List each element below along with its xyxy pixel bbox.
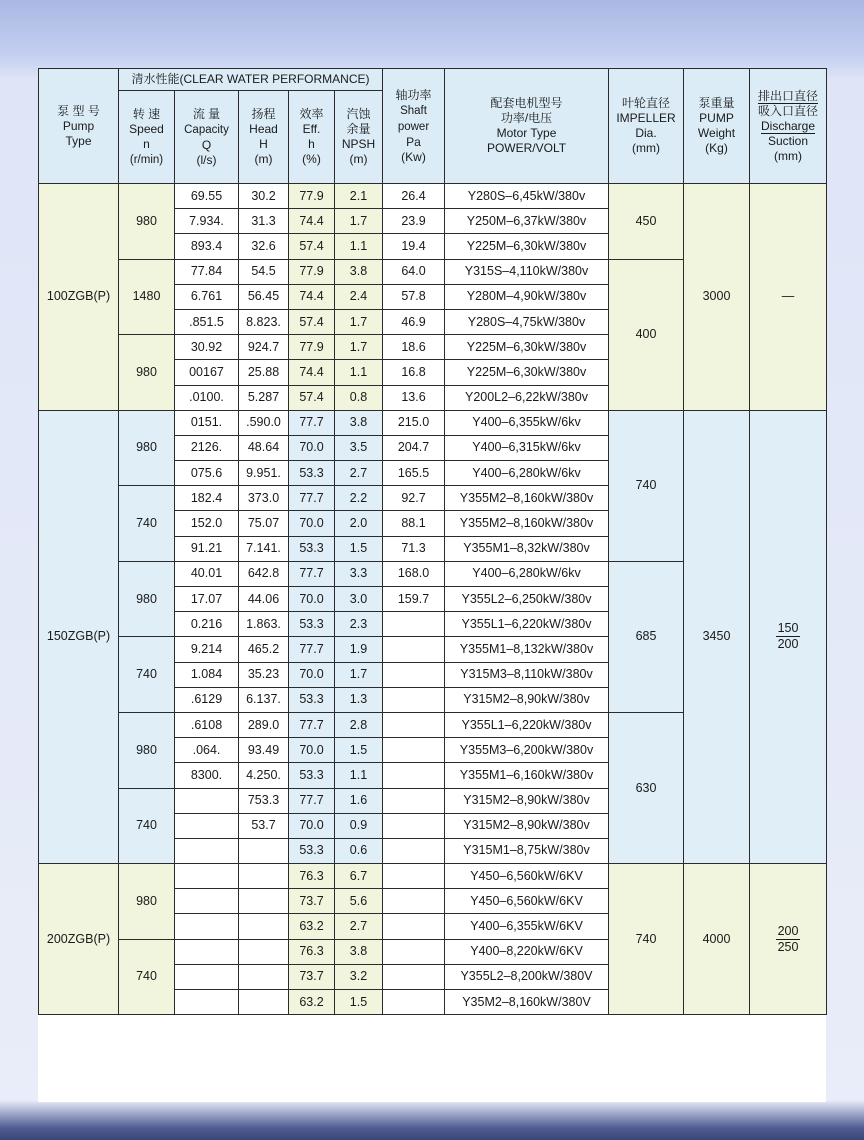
motor-type-cell: Y400–6,355kW/6KV — [445, 914, 609, 939]
capacity-cell: .6108 — [175, 712, 239, 737]
impeller-dia-cell: 740 — [609, 864, 684, 1015]
shaft-power-cell: 18.6 — [383, 335, 445, 360]
header-head-cn: 扬程 — [251, 107, 276, 121]
motor-type-cell: Y315M2–8,90kW/380v — [445, 813, 609, 838]
efficiency-cell: 70.0 — [289, 435, 335, 460]
header-capacity — [175, 91, 239, 184]
shaft-power-cell — [383, 914, 445, 939]
discharge-dia: 150 — [777, 621, 799, 636]
capacity-cell — [175, 990, 239, 1015]
shaft-power-cell — [383, 637, 445, 662]
speed-cell: 980 — [119, 184, 175, 260]
header-cap-sym: Q — [201, 137, 212, 152]
impeller-dia-cell: 450 — [609, 184, 684, 260]
header-imp-cn: 叶轮直径 — [621, 96, 670, 110]
shaft-power-cell — [383, 662, 445, 687]
shaft-power-cell: 26.4 — [383, 184, 445, 209]
speed-cell: 980 — [119, 864, 175, 940]
impeller-dia-cell: 685 — [609, 561, 684, 712]
motor-type-cell: Y400–6,280kW/6kv — [445, 561, 609, 586]
motor-type-cell: Y355L1–6,220kW/380v — [445, 712, 609, 737]
efficiency-cell: 77.7 — [289, 561, 335, 586]
header-dis-cn2: 吸入口直径 — [757, 103, 818, 118]
head-cell: 642.8 — [239, 561, 289, 586]
head-cell: 753.3 — [239, 788, 289, 813]
npsh-cell: 1.7 — [335, 335, 383, 360]
capacity-cell: 8300. — [175, 763, 239, 788]
outlet-dia-cell — [750, 410, 827, 863]
motor-type-cell: Y355M1–6,160kW/380v — [445, 763, 609, 788]
capacity-cell — [175, 838, 239, 863]
efficiency-cell: 76.3 — [289, 864, 335, 889]
efficiency-cell: 70.0 — [289, 511, 335, 536]
header-shaft-cn: 轴功率 — [395, 87, 432, 102]
capacity-cell: 9.214 — [175, 637, 239, 662]
efficiency-cell: 70.0 — [289, 662, 335, 687]
table-row — [39, 184, 827, 209]
table-body — [39, 184, 827, 1015]
npsh-cell: 0.9 — [335, 813, 383, 838]
header-speed-sym: n — [143, 136, 150, 151]
npsh-cell: 6.7 — [335, 864, 383, 889]
head-cell — [239, 914, 289, 939]
header-impeller — [609, 69, 684, 184]
head-cell: 25.88 — [239, 360, 289, 385]
header-npsh-cn1: 汽蚀 — [346, 107, 371, 121]
header-dis-unit: (mm) — [774, 148, 802, 163]
header-clear-water — [119, 69, 383, 91]
header-wt-cn: 泵重量 — [698, 96, 735, 110]
head-cell: 31.3 — [239, 209, 289, 234]
shaft-power-cell — [383, 738, 445, 763]
efficiency-cell: 77.7 — [289, 712, 335, 737]
capacity-cell: 2126. — [175, 435, 239, 460]
pump-performance-table — [38, 68, 827, 1015]
efficiency-cell: 74.4 — [289, 284, 335, 309]
speed-cell: 740 — [119, 939, 175, 1015]
motor-type-cell: Y355M2–8,160kW/380v — [445, 486, 609, 511]
npsh-cell: 2.3 — [335, 612, 383, 637]
pump-model-cell: 200ZGB(P) — [39, 864, 119, 1015]
head-cell: 32.6 — [239, 234, 289, 259]
npsh-cell: 3.5 — [335, 435, 383, 460]
head-cell: 93.49 — [239, 738, 289, 763]
shaft-power-cell — [383, 687, 445, 712]
npsh-cell: 3.8 — [335, 939, 383, 964]
shaft-power-cell: 165.5 — [383, 461, 445, 486]
npsh-cell: 0.6 — [335, 838, 383, 863]
shaft-power-cell — [383, 712, 445, 737]
npsh-cell: 3.8 — [335, 259, 383, 284]
shaft-power-cell: 64.0 — [383, 259, 445, 284]
shaft-power-cell — [383, 612, 445, 637]
header-head — [239, 91, 289, 184]
efficiency-cell: 53.3 — [289, 536, 335, 561]
head-cell: 30.2 — [239, 184, 289, 209]
motor-type-cell: Y450–6,560kW/6KV — [445, 864, 609, 889]
header-pump-type-en1: Pump — [62, 118, 95, 133]
npsh-cell: 1.7 — [335, 662, 383, 687]
shaft-power-cell: 215.0 — [383, 410, 445, 435]
motor-type-cell: Y35M2–8,160kW/380V — [445, 990, 609, 1015]
head-cell: 5.287 — [239, 385, 289, 410]
shaft-power-cell — [383, 864, 445, 889]
capacity-cell — [175, 889, 239, 914]
capacity-cell: .851.5 — [175, 309, 239, 334]
capacity-cell: .064. — [175, 738, 239, 763]
npsh-cell: 3.8 — [335, 410, 383, 435]
header-weight — [684, 69, 750, 184]
header-npsh-cn2: 余量 — [346, 122, 371, 136]
shaft-power-cell — [383, 838, 445, 863]
header-speed-unit: (r/min) — [129, 153, 164, 166]
speed-cell: 1480 — [119, 259, 175, 335]
efficiency-cell: 63.2 — [289, 914, 335, 939]
header-imp-en2: Dia. — [635, 126, 657, 140]
header-npsh — [335, 91, 383, 184]
speed-cell: 980 — [119, 410, 175, 486]
npsh-cell: 2.2 — [335, 486, 383, 511]
efficiency-cell: 63.2 — [289, 990, 335, 1015]
head-cell — [239, 838, 289, 863]
motor-type-cell: Y315M2–8,90kW/380v — [445, 788, 609, 813]
efficiency-cell: 77.9 — [289, 184, 335, 209]
capacity-cell: 6.761 — [175, 284, 239, 309]
efficiency-cell: 53.3 — [289, 838, 335, 863]
head-cell — [239, 939, 289, 964]
motor-type-cell: Y400–6,280kW/6kv — [445, 461, 609, 486]
capacity-cell: 40.01 — [175, 561, 239, 586]
header-cap-cn: 流 量 — [192, 106, 221, 121]
head-cell: 75.07 — [239, 511, 289, 536]
pump-weight-cell: 3450 — [684, 410, 750, 863]
speed-cell: 740 — [119, 486, 175, 562]
head-cell — [239, 990, 289, 1015]
header-wt-unit: (Kg) — [705, 141, 728, 155]
header-head-unit: (m) — [254, 152, 273, 166]
header-motor-en1: Motor Type — [496, 126, 557, 140]
head-cell: 53.7 — [239, 813, 289, 838]
speed-cell: 740 — [119, 788, 175, 864]
head-cell: 56.45 — [239, 284, 289, 309]
header-motor — [445, 69, 609, 184]
npsh-cell: 2.7 — [335, 461, 383, 486]
head-cell: 7.141. — [239, 536, 289, 561]
speed-cell: 980 — [119, 335, 175, 411]
head-cell: 373.0 — [239, 486, 289, 511]
pump-weight-cell: 4000 — [684, 864, 750, 1015]
efficiency-cell: 53.3 — [289, 763, 335, 788]
head-cell: 4.250. — [239, 763, 289, 788]
shaft-power-cell: 168.0 — [383, 561, 445, 586]
shaft-power-cell: 71.3 — [383, 536, 445, 561]
head-cell — [239, 889, 289, 914]
motor-type-cell: Y400–6,355kW/6kv — [445, 410, 609, 435]
npsh-cell: 1.1 — [335, 234, 383, 259]
efficiency-cell: 53.3 — [289, 612, 335, 637]
header-dis-en2: Suction — [767, 133, 809, 148]
npsh-cell: 5.6 — [335, 889, 383, 914]
motor-type-cell: Y280M–4,90kW/380v — [445, 284, 609, 309]
suction-dia: 200 — [777, 637, 799, 652]
header-cap-en: Capacity — [184, 123, 229, 136]
header-motor-cn2: 功率/电压 — [500, 111, 553, 125]
header-pump-type-en2: Type — [65, 133, 92, 148]
efficiency-cell: 77.9 — [289, 259, 335, 284]
capacity-cell: 075.6 — [175, 461, 239, 486]
head-cell: 6.137. — [239, 687, 289, 712]
capacity-cell: 69.55 — [175, 184, 239, 209]
motor-type-cell: Y280S–4,75kW/380v — [445, 309, 609, 334]
efficiency-cell: 77.7 — [289, 410, 335, 435]
shaft-power-cell: 159.7 — [383, 587, 445, 612]
spec-sheet — [38, 68, 826, 1102]
impeller-dia-cell: 400 — [609, 259, 684, 410]
capacity-cell: 893.4 — [175, 234, 239, 259]
shaft-power-cell: 19.4 — [383, 234, 445, 259]
impeller-dia-cell: 630 — [609, 712, 684, 863]
capacity-cell: 1.084 — [175, 662, 239, 687]
motor-type-cell: Y225M–6,30kW/380v — [445, 234, 609, 259]
npsh-cell: 3.0 — [335, 587, 383, 612]
npsh-cell: 2.7 — [335, 914, 383, 939]
shaft-power-cell — [383, 939, 445, 964]
efficiency-cell: 77.7 — [289, 788, 335, 813]
npsh-cell: 1.7 — [335, 309, 383, 334]
head-cell: 9.951. — [239, 461, 289, 486]
header-eff-en: Eff. — [302, 122, 321, 136]
shaft-power-cell — [383, 889, 445, 914]
npsh-cell: 2.0 — [335, 511, 383, 536]
motor-type-cell: Y400–8,220kW/6KV — [445, 939, 609, 964]
npsh-cell: 2.4 — [335, 284, 383, 309]
header-speed — [119, 91, 175, 184]
header-imp-unit: (mm) — [632, 141, 660, 155]
npsh-cell: 0.8 — [335, 385, 383, 410]
npsh-cell: 3.3 — [335, 561, 383, 586]
motor-type-cell: Y225M–6,30kW/380v — [445, 360, 609, 385]
motor-type-cell: Y315S–4,110kW/380v — [445, 259, 609, 284]
capacity-cell: 0.216 — [175, 612, 239, 637]
motor-type-cell: Y225M–6,30kW/380v — [445, 335, 609, 360]
motor-type-cell: Y280S–6,45kW/380v — [445, 184, 609, 209]
capacity-cell — [175, 788, 239, 813]
motor-type-cell: Y355M3–6,200kW/380v — [445, 738, 609, 763]
motor-type-cell: Y315M1–8,75kW/380v — [445, 838, 609, 863]
shaft-power-cell: 88.1 — [383, 511, 445, 536]
shaft-power-cell: 204.7 — [383, 435, 445, 460]
capacity-cell: 30.92 — [175, 335, 239, 360]
head-cell: 289.0 — [239, 712, 289, 737]
npsh-cell: 1.5 — [335, 536, 383, 561]
efficiency-cell: 77.9 — [289, 335, 335, 360]
motor-type-cell: Y355L1–6,220kW/380v — [445, 612, 609, 637]
efficiency-cell: 57.4 — [289, 385, 335, 410]
outlet-dia-cell — [750, 864, 827, 1015]
npsh-cell: 1.5 — [335, 738, 383, 763]
header-imp-en1: IMPELLER — [616, 111, 676, 125]
capacity-cell: 182.4 — [175, 486, 239, 511]
header-eff-unit: (%) — [302, 152, 321, 166]
npsh-cell: 1.6 — [335, 788, 383, 813]
motor-type-cell: Y450–6,560kW/6KV — [445, 889, 609, 914]
shaft-power-cell: 16.8 — [383, 360, 445, 385]
outlet-dia-cell — [750, 184, 827, 411]
speed-cell: 740 — [119, 637, 175, 713]
header-pump-type-cn: 泵 型 号 — [57, 103, 100, 118]
motor-type-cell: Y355M1–8,132kW/380v — [445, 637, 609, 662]
shaft-power-cell — [383, 813, 445, 838]
speed-cell: 980 — [119, 561, 175, 637]
efficiency-cell: 74.4 — [289, 360, 335, 385]
capacity-cell: 17.07 — [175, 587, 239, 612]
header-head-en: Head — [249, 122, 278, 136]
header-motor-en2: POWER/VOLT — [486, 141, 567, 155]
header-speed-en: Speed — [129, 121, 164, 136]
capacity-cell — [175, 939, 239, 964]
header-dis-en1: Discharge — [760, 118, 816, 133]
discharge-dia: 200 — [777, 923, 799, 938]
npsh-cell: 1.9 — [335, 637, 383, 662]
shaft-power-cell: 92.7 — [383, 486, 445, 511]
capacity-cell: 0151. — [175, 410, 239, 435]
npsh-cell: 2.8 — [335, 712, 383, 737]
header-dis-cn1: 排出口直径 — [757, 88, 818, 103]
motor-type-cell: Y355M2–8,160kW/380v — [445, 511, 609, 536]
motor-type-cell: Y250M–6,37kW/380v — [445, 209, 609, 234]
capacity-cell — [175, 964, 239, 989]
pump-model-cell: 100ZGB(P) — [39, 184, 119, 411]
npsh-cell: 1.1 — [335, 763, 383, 788]
header-pump-type — [39, 69, 119, 184]
pump-model-cell: 150ZGB(P) — [39, 410, 119, 863]
motor-type-cell: Y315M3–8,110kW/380v — [445, 662, 609, 687]
head-cell — [239, 864, 289, 889]
efficiency-cell: 53.3 — [289, 461, 335, 486]
head-cell: 1.863. — [239, 612, 289, 637]
table-row — [39, 410, 827, 435]
head-cell: 48.64 — [239, 435, 289, 460]
header-efficiency — [289, 91, 335, 184]
capacity-cell — [175, 864, 239, 889]
capacity-cell: 152.0 — [175, 511, 239, 536]
npsh-cell: 1.5 — [335, 990, 383, 1015]
header-eff-sym: h — [308, 137, 315, 151]
head-cell: 465.2 — [239, 637, 289, 662]
shaft-power-cell — [383, 788, 445, 813]
motor-type-cell: Y400–6,315kW/6kv — [445, 435, 609, 460]
head-cell: .590.0 — [239, 410, 289, 435]
motor-type-cell: Y355L2–6,250kW/380v — [445, 587, 609, 612]
header-shaft-en2: power — [397, 120, 430, 133]
impeller-dia-cell: 740 — [609, 410, 684, 561]
capacity-cell: 91.21 — [175, 536, 239, 561]
efficiency-cell: 74.4 — [289, 209, 335, 234]
header-eff-cn: 效率 — [299, 107, 324, 121]
capacity-cell: 00167 — [175, 360, 239, 385]
pump-weight-cell: 3000 — [684, 184, 750, 411]
npsh-cell: 1.1 — [335, 360, 383, 385]
header-clear-water-label: 清水性能(CLEAR WATER PERFORMANCE) — [131, 72, 370, 86]
header-npsh-unit: (m) — [349, 152, 368, 166]
efficiency-cell: 77.7 — [289, 486, 335, 511]
capacity-cell: 7.934. — [175, 209, 239, 234]
header-shaft-sym: Pa — [406, 134, 421, 149]
header-motor-cn1: 配套电机型号 — [490, 96, 563, 110]
outlet-fraction — [776, 924, 801, 955]
npsh-cell: 2.1 — [335, 184, 383, 209]
header-shaft-power — [383, 69, 445, 184]
header-cap-unit: (l/s) — [196, 152, 217, 167]
header-outlet — [750, 69, 827, 184]
efficiency-cell: 53.3 — [289, 687, 335, 712]
head-cell — [239, 964, 289, 989]
npsh-cell: 3.2 — [335, 964, 383, 989]
header-shaft-unit: (Kw) — [401, 149, 426, 164]
capacity-cell — [175, 914, 239, 939]
motor-type-cell: Y200L2–6,22kW/380v — [445, 385, 609, 410]
header-npsh-en: NPSH — [341, 137, 376, 151]
motor-type-cell: Y315M2–8,90kW/380v — [445, 687, 609, 712]
efficiency-cell: 57.4 — [289, 234, 335, 259]
efficiency-cell: 73.7 — [289, 889, 335, 914]
shaft-power-cell: 23.9 — [383, 209, 445, 234]
header-head-sym: H — [259, 137, 268, 151]
capacity-cell: .6129 — [175, 687, 239, 712]
capacity-cell: 77.84 — [175, 259, 239, 284]
npsh-cell: 1.3 — [335, 687, 383, 712]
efficiency-cell: 57.4 — [289, 309, 335, 334]
suction-dia: 250 — [777, 939, 799, 954]
header-shaft-en1: Shaft — [400, 104, 427, 117]
capacity-cell: .0100. — [175, 385, 239, 410]
head-cell: 35.23 — [239, 662, 289, 687]
efficiency-cell: 70.0 — [289, 738, 335, 763]
shaft-power-cell: 46.9 — [383, 309, 445, 334]
efficiency-cell: 70.0 — [289, 587, 335, 612]
shaft-power-cell — [383, 990, 445, 1015]
head-cell: 924.7 — [239, 335, 289, 360]
table-row — [39, 864, 827, 889]
header-wt-en1: PUMP — [699, 111, 734, 125]
header-speed-cn: 转 速 — [132, 106, 161, 121]
head-cell: 8.823. — [239, 309, 289, 334]
head-cell: 54.5 — [239, 259, 289, 284]
shaft-power-cell: 13.6 — [383, 385, 445, 410]
capacity-cell — [175, 813, 239, 838]
npsh-cell: 1.7 — [335, 209, 383, 234]
shaft-power-cell — [383, 763, 445, 788]
head-cell: 44.06 — [239, 587, 289, 612]
speed-cell: 980 — [119, 712, 175, 788]
efficiency-cell: 76.3 — [289, 939, 335, 964]
motor-type-cell: Y355L2–8,200kW/380V — [445, 964, 609, 989]
header-wt-en2: Weight — [697, 126, 736, 140]
outlet-fraction — [776, 621, 801, 652]
efficiency-cell: 73.7 — [289, 964, 335, 989]
outlet-dash: — — [781, 289, 795, 304]
efficiency-cell: 77.7 — [289, 637, 335, 662]
shaft-power-cell: 57.8 — [383, 284, 445, 309]
motor-type-cell: Y355M1–8,32kW/380v — [445, 536, 609, 561]
efficiency-cell: 70.0 — [289, 813, 335, 838]
shaft-power-cell — [383, 964, 445, 989]
